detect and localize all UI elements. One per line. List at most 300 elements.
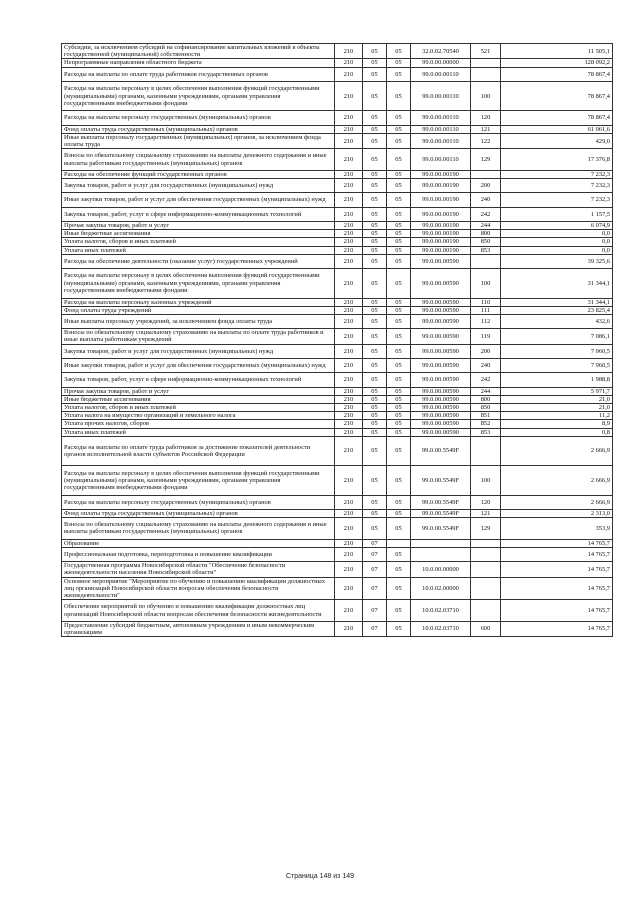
row-vr: 244 — [471, 221, 501, 229]
row-sum: 14 765,7 — [501, 577, 613, 600]
row-csr: 99.0.00.00590 — [411, 298, 471, 306]
row-name: Расходы на обеспечение деятельности (оказание услуг) государственных учреждений — [62, 254, 335, 268]
row-vr: 121 — [471, 510, 501, 518]
row-vr: 200 — [471, 179, 501, 193]
row-rz: 05 — [363, 170, 387, 178]
row-pr: 05 — [387, 344, 411, 358]
row-vr: 240 — [471, 193, 501, 207]
table-row — [62, 230, 613, 238]
row-name: Иные бюджетные ассигнования — [62, 395, 335, 403]
row-ved: 210 — [335, 412, 363, 420]
row-csr: 99.0.00.00590 — [411, 269, 471, 299]
table-row — [62, 547, 613, 561]
row-name: Государственная программа Новосибирской области "Обеспечение безопасности жизнедеятельности населения Новосибирской области" — [62, 562, 335, 577]
row-sum: 0,0 — [501, 246, 613, 254]
row-rz: 05 — [363, 403, 387, 411]
row-vr: 121 — [471, 125, 501, 133]
row-pr: 05 — [387, 246, 411, 254]
row-csr: 99.0.00.00190 — [411, 193, 471, 207]
row-vr: 242 — [471, 373, 501, 387]
row-pr: 05 — [387, 518, 411, 540]
row-name: Обеспечение мероприятий по обучению и повышению квалификации должностных лиц организаций Новосибирской области вопросам обеспечения безопасности жизнедеятельности — [62, 600, 335, 622]
row-csr: 99.0.00.00190 — [411, 230, 471, 238]
row-sum: 21,0 — [501, 403, 613, 411]
row-csr: 99.0.00.00590 — [411, 420, 471, 428]
row-vr: 240 — [471, 358, 501, 372]
row-csr: 99.0.00.00190 — [411, 170, 471, 178]
row-pr: 05 — [387, 577, 411, 600]
row-sum: 14 765,7 — [501, 547, 613, 561]
row-name: Уплата налога на имущество организаций и земельного налога — [62, 412, 335, 420]
row-name: Закупка товаров, работ, услуг в сфере информационно-коммуникационных технологий — [62, 207, 335, 221]
row-sum: 8,9 — [501, 420, 613, 428]
row-ved: 210 — [335, 306, 363, 314]
row-pr: 05 — [387, 358, 411, 372]
row-name: Основное мероприятие "Мероприятие по обучению и повышению квалификации должностных лиц организаций Новосибирской области вопросам обеспечения безопасности жизнедеятельности" — [62, 577, 335, 600]
row-vr: 851 — [471, 412, 501, 420]
row-vr: 244 — [471, 387, 501, 395]
row-vr: 129 — [471, 149, 501, 171]
row-sum: 128 092,2 — [501, 59, 613, 67]
row-pr: 05 — [387, 466, 411, 496]
row-csr: 32.0.02.70540 — [411, 44, 471, 59]
row-sum: 78 867,4 — [501, 67, 613, 81]
row-ved: 210 — [335, 59, 363, 67]
row-csr: 99.0.00.00590 — [411, 306, 471, 314]
row-vr: 100 — [471, 466, 501, 496]
row-vr: 800 — [471, 395, 501, 403]
row-pr: 05 — [387, 269, 411, 299]
row-rz: 05 — [363, 510, 387, 518]
row-ved: 210 — [335, 436, 363, 466]
table-row — [62, 125, 613, 133]
table-row — [62, 298, 613, 306]
row-sum: 21,0 — [501, 395, 613, 403]
row-csr: 99.0.00.00000 — [411, 59, 471, 67]
row-sum: 2 666,9 — [501, 436, 613, 466]
table-row — [62, 111, 613, 125]
row-sum: 14 765,7 — [501, 600, 613, 622]
row-pr: 05 — [387, 547, 411, 561]
row-vr: 100 — [471, 81, 501, 111]
row-ved: 210 — [335, 329, 363, 344]
row-ved: 210 — [335, 170, 363, 178]
row-pr: 05 — [387, 125, 411, 133]
row-rz: 07 — [363, 562, 387, 577]
row-ved: 210 — [335, 314, 363, 328]
row-csr: 99.0.00.00590 — [411, 254, 471, 268]
row-vr: 129 — [471, 518, 501, 540]
row-vr: 110 — [471, 298, 501, 306]
row-csr: 10.0.02.03710 — [411, 621, 471, 636]
row-rz: 05 — [363, 412, 387, 420]
row-rz: 05 — [363, 358, 387, 372]
row-pr: 05 — [387, 193, 411, 207]
row-pr: 05 — [387, 436, 411, 466]
row-name: Иные бюджетные ассигнования — [62, 230, 335, 238]
row-csr: 99.0.00.5549F — [411, 466, 471, 496]
row-pr: 05 — [387, 403, 411, 411]
table-row — [62, 518, 613, 540]
row-rz: 05 — [363, 44, 387, 59]
row-name: Взносы по обязательному социальному страхованию на выплаты денежного содержания и иные выплаты работникам государственных (муниципальных) органов — [62, 149, 335, 171]
row-rz: 07 — [363, 577, 387, 600]
row-vr: 242 — [471, 207, 501, 221]
row-ved: 210 — [335, 230, 363, 238]
row-csr — [411, 539, 471, 547]
row-rz: 05 — [363, 495, 387, 509]
row-vr: 100 — [471, 269, 501, 299]
table-row — [62, 577, 613, 600]
row-name: Расходы на выплаты персоналу казенных учреждений — [62, 298, 335, 306]
row-pr: 05 — [387, 111, 411, 125]
row-ved: 210 — [335, 403, 363, 411]
row-pr: 05 — [387, 230, 411, 238]
row-sum: 7 960,5 — [501, 358, 613, 372]
row-name: Расходы на выплаты персоналу в целях обеспечения выполнения функций государственными (муниципальными) органами, казенными учреждениями, органами управления государственными внебюджетными фондами — [62, 269, 335, 299]
row-name: Иные выплаты персоналу государственных (муниципальных) органов, за исключением фонда оплаты труда — [62, 133, 335, 148]
row-csr: 99.0.00.00110 — [411, 133, 471, 148]
table-row — [62, 387, 613, 395]
row-vr: 600 — [471, 621, 501, 636]
table-row — [62, 358, 613, 372]
row-sum: 31 344,1 — [501, 298, 613, 306]
row-vr: 122 — [471, 133, 501, 148]
table-row — [62, 466, 613, 496]
row-csr: 99.0.00.00590 — [411, 387, 471, 395]
row-csr: 99.0.00.5549F — [411, 436, 471, 466]
table-row — [62, 344, 613, 358]
row-name: Расходы на обеспечение функций государственных органов — [62, 170, 335, 178]
row-pr: 05 — [387, 373, 411, 387]
row-csr: 99.0.00.00590 — [411, 344, 471, 358]
row-csr: 99.0.00.5549F — [411, 495, 471, 509]
row-rz: 05 — [363, 193, 387, 207]
row-sum: 0,8 — [501, 428, 613, 436]
row-rz: 05 — [363, 111, 387, 125]
row-csr: 99.0.00.00590 — [411, 329, 471, 344]
row-rz: 05 — [363, 207, 387, 221]
row-pr: 05 — [387, 306, 411, 314]
row-name: Уплата иных платежей — [62, 428, 335, 436]
row-pr: 05 — [387, 149, 411, 171]
row-sum: 1 157,5 — [501, 207, 613, 221]
table-row — [62, 510, 613, 518]
row-ved: 210 — [335, 420, 363, 428]
row-csr: 99.0.00.00590 — [411, 373, 471, 387]
row-sum: 2 666,9 — [501, 466, 613, 496]
row-pr: 05 — [387, 44, 411, 59]
row-name: Непрограммные направления областного бюджета — [62, 59, 335, 67]
row-name: Расходы на выплаты по оплате труда работников государственных органов — [62, 67, 335, 81]
row-sum: 78 867,4 — [501, 81, 613, 111]
table-row — [62, 44, 613, 59]
row-vr — [471, 547, 501, 561]
table-row — [62, 621, 613, 636]
row-pr: 05 — [387, 59, 411, 67]
row-ved: 210 — [335, 81, 363, 111]
row-rz: 05 — [363, 395, 387, 403]
row-sum: 11 505,1 — [501, 44, 613, 59]
row-name: Образование — [62, 539, 335, 547]
table-row — [62, 254, 613, 268]
table-row — [62, 420, 613, 428]
row-pr: 05 — [387, 329, 411, 344]
row-name: Иные закупки товаров, работ и услуг для обеспечения государственных (муниципальных) нужд — [62, 358, 335, 372]
row-rz: 05 — [363, 387, 387, 395]
table-row — [62, 246, 613, 254]
table-row — [62, 306, 613, 314]
row-sum: 23 825,4 — [501, 306, 613, 314]
budget-table-body — [62, 44, 613, 637]
row-ved: 210 — [335, 510, 363, 518]
table-row — [62, 395, 613, 403]
row-vr — [471, 600, 501, 622]
row-ved: 210 — [335, 547, 363, 561]
row-csr: 99.0.00.00590 — [411, 314, 471, 328]
row-ved: 210 — [335, 179, 363, 193]
row-ved: 210 — [335, 600, 363, 622]
row-rz: 05 — [363, 428, 387, 436]
row-rz: 05 — [363, 230, 387, 238]
row-ved: 210 — [335, 207, 363, 221]
table-row — [62, 269, 613, 299]
row-pr: 05 — [387, 298, 411, 306]
row-name: Прочая закупка товаров, работ и услуг — [62, 221, 335, 229]
row-rz: 05 — [363, 125, 387, 133]
row-name: Уплата налогов, сборов и иных платежей — [62, 403, 335, 411]
row-sum: 353,9 — [501, 518, 613, 540]
row-sum: 7 086,1 — [501, 329, 613, 344]
budget-table — [61, 43, 613, 637]
table-row — [62, 238, 613, 246]
row-ved: 210 — [335, 621, 363, 636]
row-sum: 78 867,4 — [501, 111, 613, 125]
row-vr — [471, 59, 501, 67]
row-ved: 210 — [335, 238, 363, 246]
row-csr: 99.0.00.00590 — [411, 412, 471, 420]
row-name: Расходы на выплаты по оплате труда работников за достижение показателей деятельности органов исполнительной власти субъектов Российской Федерации — [62, 436, 335, 466]
row-rz: 05 — [363, 344, 387, 358]
table-row — [62, 314, 613, 328]
row-ved: 210 — [335, 298, 363, 306]
row-vr — [471, 539, 501, 547]
row-csr: 99.0.00.00110 — [411, 111, 471, 125]
row-pr: 05 — [387, 495, 411, 509]
row-ved: 210 — [335, 149, 363, 171]
row-ved: 210 — [335, 246, 363, 254]
row-vr: 850 — [471, 238, 501, 246]
row-csr: 99.0.00.5549F — [411, 510, 471, 518]
row-pr: 05 — [387, 428, 411, 436]
table-row — [62, 373, 613, 387]
table-row — [62, 149, 613, 171]
table-row — [62, 81, 613, 111]
row-pr: 05 — [387, 387, 411, 395]
row-vr: 521 — [471, 44, 501, 59]
row-sum: 17 376,8 — [501, 149, 613, 171]
row-csr: 99.0.00.00590 — [411, 358, 471, 372]
row-vr: 111 — [471, 306, 501, 314]
row-rz: 05 — [363, 518, 387, 540]
table-row — [62, 133, 613, 148]
row-vr — [471, 577, 501, 600]
row-vr — [471, 254, 501, 268]
table-row — [62, 207, 613, 221]
row-pr: 05 — [387, 170, 411, 178]
row-name: Расходы на выплаты персоналу государственных (муниципальных) органов — [62, 495, 335, 509]
row-ved: 210 — [335, 562, 363, 577]
table-row — [62, 59, 613, 67]
row-ved: 210 — [335, 221, 363, 229]
row-csr: 99.0.00.00110 — [411, 81, 471, 111]
row-ved: 210 — [335, 269, 363, 299]
row-sum: 14 765,7 — [501, 562, 613, 577]
row-pr: 05 — [387, 221, 411, 229]
row-rz: 05 — [363, 254, 387, 268]
row-rz: 05 — [363, 329, 387, 344]
row-csr: 99.0.00.00110 — [411, 125, 471, 133]
table-row — [62, 179, 613, 193]
row-name: Расходы на выплаты персоналу в целях обеспечения выполнения функций государственными (муниципальными) органами, казенными учреждениями, органами управления государственными внебюджетными фондами — [62, 466, 335, 496]
row-ved: 210 — [335, 125, 363, 133]
table-row — [62, 428, 613, 436]
row-rz: 05 — [363, 436, 387, 466]
row-sum: 2 313,0 — [501, 510, 613, 518]
row-csr: 99.0.00.00590 — [411, 428, 471, 436]
row-ved: 210 — [335, 428, 363, 436]
table-row — [62, 495, 613, 509]
row-csr: 99.0.00.00110 — [411, 149, 471, 171]
row-rz: 05 — [363, 246, 387, 254]
row-ved: 210 — [335, 358, 363, 372]
row-vr: 119 — [471, 329, 501, 344]
row-csr — [411, 547, 471, 561]
row-rz: 05 — [363, 221, 387, 229]
row-name: Иные выплаты персоналу учреждений, за исключением фонда оплаты труда — [62, 314, 335, 328]
row-ved: 210 — [335, 344, 363, 358]
row-sum: 7 960,5 — [501, 344, 613, 358]
row-vr: 120 — [471, 495, 501, 509]
row-pr: 05 — [387, 133, 411, 148]
row-csr: 99.0.00.00590 — [411, 403, 471, 411]
row-name: Фонд оплаты труда учреждений — [62, 306, 335, 314]
row-pr: 05 — [387, 67, 411, 81]
row-name: Уплата прочих налогов, сборов — [62, 420, 335, 428]
row-ved: 210 — [335, 466, 363, 496]
row-name: Расходы на выплаты персоналу в целях обеспечения выполнения функций государственными (муниципальными) органами, казенными учреждениями, органами управления государственными внебюджетными фондами — [62, 81, 335, 111]
row-ved: 210 — [335, 518, 363, 540]
row-vr — [471, 562, 501, 577]
row-ved: 210 — [335, 67, 363, 81]
table-row — [62, 67, 613, 81]
row-vr — [471, 170, 501, 178]
row-pr: 05 — [387, 600, 411, 622]
row-rz: 05 — [363, 149, 387, 171]
row-sum: 61 061,6 — [501, 125, 613, 133]
row-name: Закупка товаров, работ и услуг для государственных (муниципальных) нужд — [62, 179, 335, 193]
row-ved: 210 — [335, 44, 363, 59]
row-pr — [387, 539, 411, 547]
row-pr: 05 — [387, 81, 411, 111]
row-rz: 05 — [363, 306, 387, 314]
table-row — [62, 329, 613, 344]
row-pr: 05 — [387, 562, 411, 577]
row-pr: 05 — [387, 314, 411, 328]
row-rz: 07 — [363, 547, 387, 561]
table-row — [62, 170, 613, 178]
row-pr: 05 — [387, 510, 411, 518]
row-vr: 800 — [471, 230, 501, 238]
table-row — [62, 539, 613, 547]
row-ved: 210 — [335, 133, 363, 148]
row-csr: 10.0.00.00000 — [411, 562, 471, 577]
table-row — [62, 221, 613, 229]
row-ved: 210 — [335, 254, 363, 268]
row-rz: 07 — [363, 621, 387, 636]
row-name: Взносы по обязательному социальному страхованию на выплаты по оплате труда работников и иные выплаты работникам учреждений — [62, 329, 335, 344]
row-name: Профессиональная подготовка, переподготовка и повышение квалификации — [62, 547, 335, 561]
row-vr: 853 — [471, 428, 501, 436]
row-rz: 05 — [363, 466, 387, 496]
row-rz: 05 — [363, 269, 387, 299]
row-name: Фонд оплаты труда государственных (муниципальных) органов — [62, 125, 335, 133]
row-name: Прочая закупка товаров, работ и услуг — [62, 387, 335, 395]
row-rz: 05 — [363, 238, 387, 246]
row-csr: 99.0.00.00190 — [411, 246, 471, 254]
row-pr: 05 — [387, 420, 411, 428]
row-ved: 210 — [335, 495, 363, 509]
row-sum: 7 232,3 — [501, 179, 613, 193]
table-row — [62, 600, 613, 622]
row-sum: 39 325,6 — [501, 254, 613, 268]
row-name: Фонд оплаты труда государственных (муниципальных) органов — [62, 510, 335, 518]
row-rz: 07 — [363, 539, 387, 547]
row-ved: 210 — [335, 111, 363, 125]
row-sum: 14 765,7 — [501, 539, 613, 547]
row-sum: 31 344,1 — [501, 269, 613, 299]
table-row — [62, 412, 613, 420]
row-csr: 99.0.00.00190 — [411, 207, 471, 221]
row-vr: 112 — [471, 314, 501, 328]
table-row — [62, 562, 613, 577]
page-number: Страница 148 из 149 — [285, 873, 355, 880]
row-name: Субсидии, за исключением субсидий на софинансирование капитальных вложений в объекты государственной (муниципальной) собственности — [62, 44, 335, 59]
row-name: Иные закупки товаров, работ и услуг для обеспечения государственных (муниципальных) нужд — [62, 193, 335, 207]
row-sum: 2 666,9 — [501, 495, 613, 509]
row-vr: 200 — [471, 344, 501, 358]
row-rz: 05 — [363, 298, 387, 306]
row-rz: 05 — [363, 179, 387, 193]
row-rz: 05 — [363, 133, 387, 148]
row-sum: 5 971,7 — [501, 387, 613, 395]
row-csr: 10.0.02.00000 — [411, 577, 471, 600]
row-ved: 210 — [335, 539, 363, 547]
row-pr: 05 — [387, 254, 411, 268]
row-ved: 210 — [335, 387, 363, 395]
row-sum: 432,6 — [501, 314, 613, 328]
row-csr: 10.0.02.03710 — [411, 600, 471, 622]
row-name: Закупка товаров, работ и услуг для государственных (муниципальных) нужд — [62, 344, 335, 358]
row-pr: 05 — [387, 621, 411, 636]
row-vr: 120 — [471, 111, 501, 125]
row-pr: 05 — [387, 207, 411, 221]
table-row — [62, 436, 613, 466]
row-ved: 210 — [335, 395, 363, 403]
row-sum: 0,0 — [501, 230, 613, 238]
row-pr: 05 — [387, 238, 411, 246]
row-sum: 7 232,3 — [501, 170, 613, 178]
